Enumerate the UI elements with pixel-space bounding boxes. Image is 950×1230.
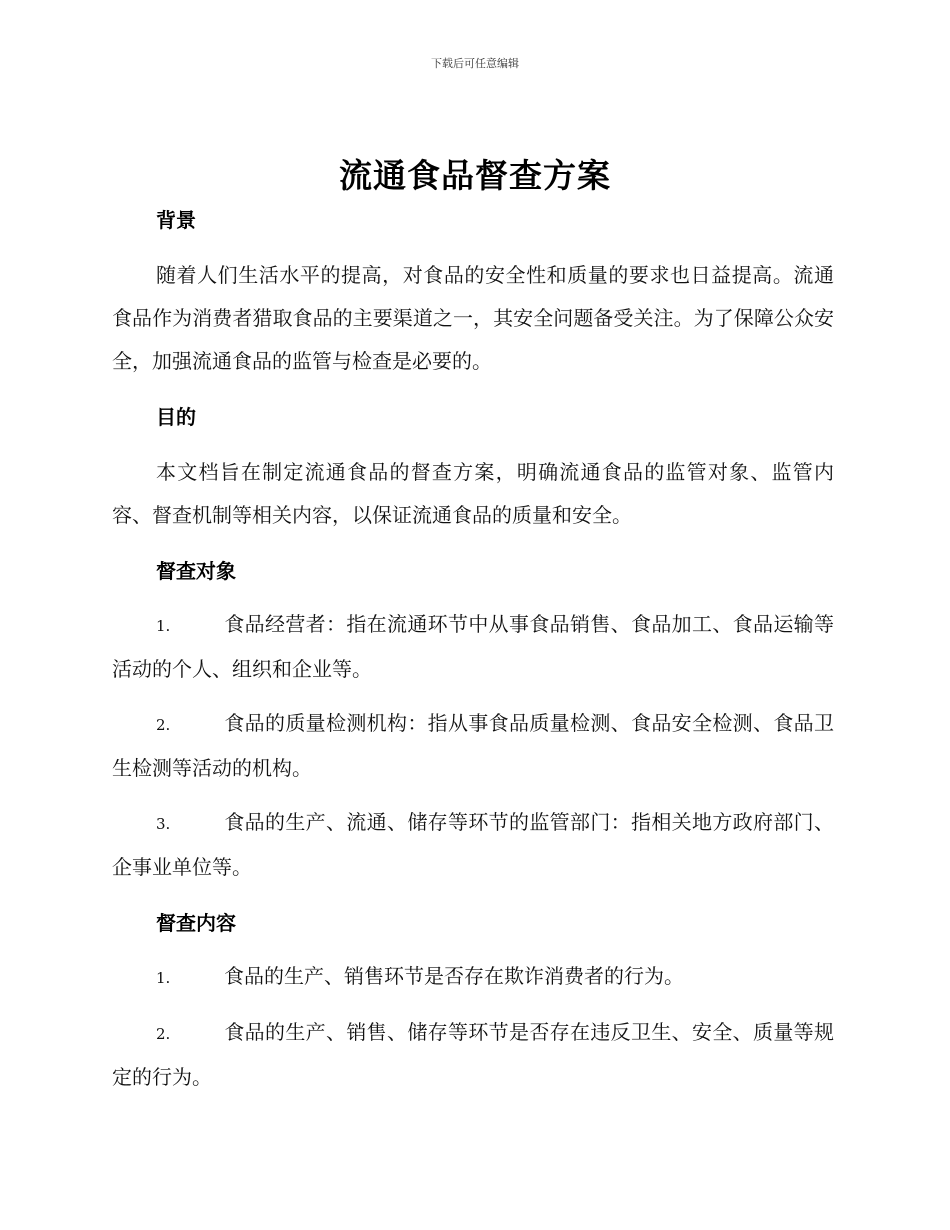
list-text: 食品的生产、销售、储存等环节是否存在违反卫生、安全、质量等规定的行为。 (112, 1020, 834, 1089)
list-number: 1. (156, 969, 171, 987)
document-body (112, 198, 834, 1111)
section-objects (112, 549, 834, 889)
section-heading: 背景 (156, 208, 196, 232)
section-heading: 督查内容 (156, 911, 236, 935)
section-contents (112, 901, 834, 1099)
list-number: 2. (156, 716, 171, 734)
list-text: 食品的生产、流通、储存等环节的监管部门：指相关地方政府部门、企事业单位等。 (112, 810, 834, 879)
section-background (112, 198, 834, 383)
list-item (112, 603, 834, 691)
list-text: 食品的质量检测机构：指从事食品质量检测、食品安全检测、食品卫生检测等活动的机构。 (112, 711, 834, 780)
header-note: 下载后可任意编辑 (431, 57, 519, 70)
list-item (112, 801, 834, 889)
list-item (112, 1011, 834, 1099)
list-text: 食品经营者：指在流通环节中从事食品销售、食品加工、食品运输等活动的个人、组织和企业等。 (112, 612, 834, 681)
section-heading: 目的 (156, 405, 196, 429)
list-number: 3. (156, 815, 171, 833)
list-item (112, 702, 834, 790)
paragraph: 本文档旨在制定流通食品的督查方案，明确流通食品的监管对象、监管内容、督查机制等相关内容，以保证流通食品的质量和安全。 (112, 460, 834, 527)
list-number: 2. (156, 1025, 171, 1043)
paragraph: 随着人们生活水平的提高，对食品的安全性和质量的要求也日益提高。流通食品作为消费者猎取食品的主要渠道之一，其安全问题备受关注。为了保障公众安全，加强流通食品的监管与检查是必要的。 (112, 263, 834, 373)
section-purpose (112, 395, 834, 537)
list-item (112, 955, 834, 1000)
list-number: 1. (156, 617, 171, 635)
list-text: 食品的生产、销售环节是否存在欺诈消费者的行为。 (224, 964, 684, 988)
document-title: 流通食品督查方案 (339, 156, 611, 195)
section-heading: 督查对象 (156, 559, 236, 583)
